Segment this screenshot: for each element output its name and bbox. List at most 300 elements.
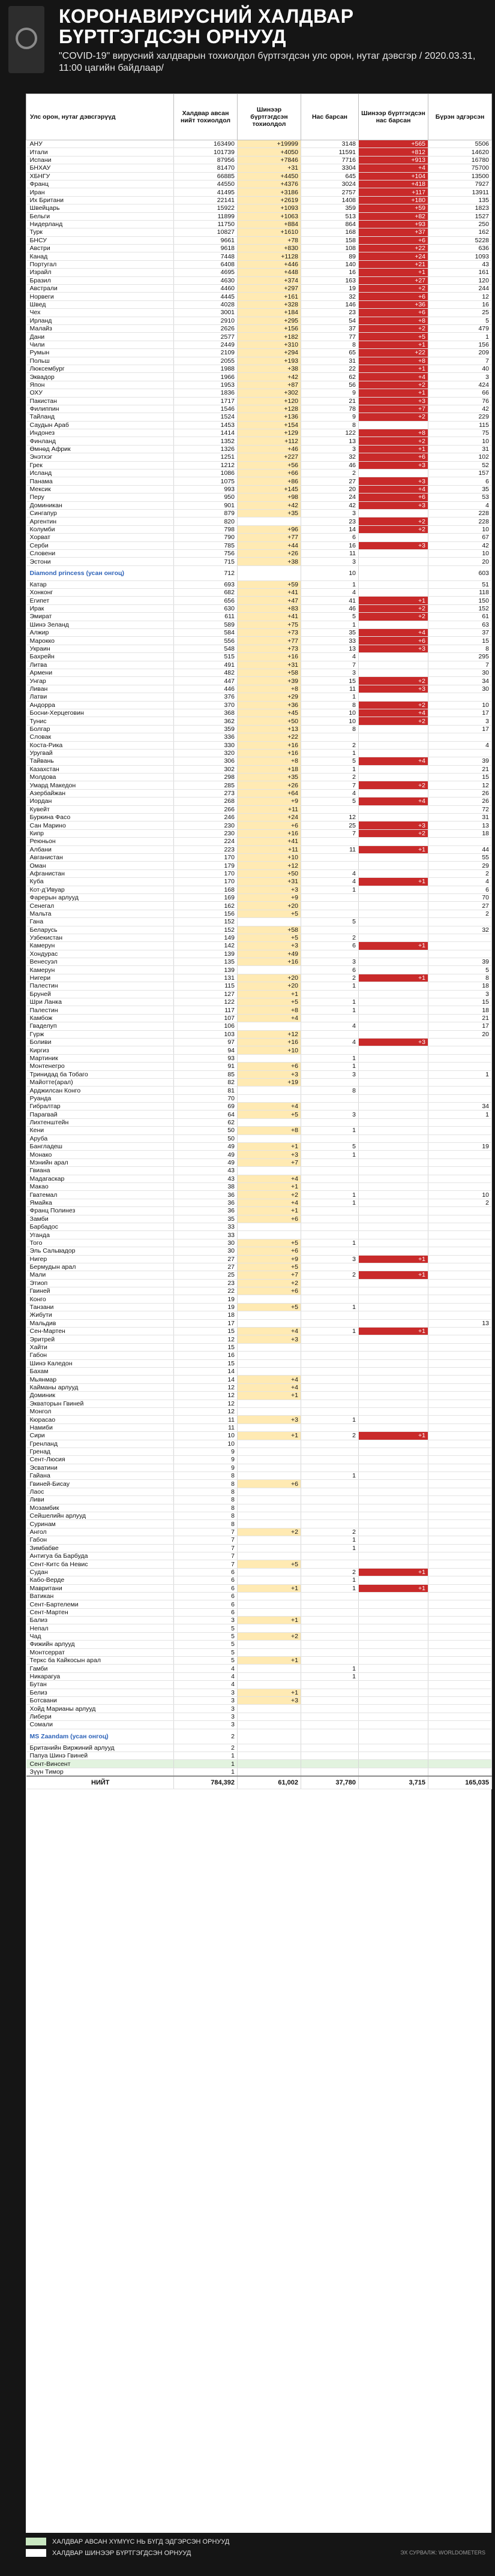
cell-country: Макао <box>26 1183 174 1191</box>
cell-new-cases <box>238 517 301 525</box>
cell-recovered: 2 <box>428 1199 492 1206</box>
cell-new-deaths <box>359 1697 428 1705</box>
cell-recovered <box>428 1760 492 1768</box>
cell-recovered: 8 <box>428 974 492 982</box>
cell-new-cases: +49 <box>238 950 301 958</box>
cell-deaths: 13 <box>301 645 359 652</box>
table-row <box>26 180 492 188</box>
cell-total: 306 <box>174 757 238 765</box>
cell-new-deaths: +1 <box>359 942 428 950</box>
cell-country: Перу <box>26 493 174 501</box>
cell-deaths: 19 <box>301 285 359 293</box>
cell-recovered: 1093 <box>428 252 492 260</box>
cell-country: Палестин <box>26 982 174 990</box>
cell-new-deaths: +7 <box>359 405 428 413</box>
cell-recovered: 39 <box>428 757 492 765</box>
cell-country: Уругвай <box>26 749 174 757</box>
table-row <box>26 781 492 789</box>
cell-recovered: 3 <box>428 373 492 381</box>
cell-new-deaths <box>359 1480 428 1488</box>
cell-country: Дани <box>26 333 174 341</box>
cell-new-cases: +6 <box>238 1215 301 1223</box>
cell-country: Сент-Бартелеми <box>26 1600 174 1608</box>
table-row <box>26 317 492 324</box>
cell-new-cases: +294 <box>238 349 301 357</box>
cell-total: 302 <box>174 765 238 773</box>
cell-country: Беларусь <box>26 926 174 934</box>
cell-country: Танзани <box>26 1303 174 1311</box>
cell-new-deaths <box>359 774 428 781</box>
cell-country: Ливи <box>26 1496 174 1504</box>
cell-new-cases <box>238 1367 301 1375</box>
cell-recovered <box>428 1247 492 1255</box>
cell-total: 11750 <box>174 220 238 228</box>
cell-country: Шинэ Зеланд <box>26 621 174 628</box>
cell-recovered: 135 <box>428 196 492 204</box>
cell-country: Кувейт <box>26 805 174 813</box>
cell-recovered <box>428 1624 492 1632</box>
cell-country: Антигуа ба Барбуда <box>26 1552 174 1560</box>
cell-country: Хондурас <box>26 950 174 958</box>
cell-deaths: 2 <box>301 1432 359 1440</box>
cell-new-cases: +1 <box>238 1183 301 1191</box>
cell-deaths <box>301 1713 359 1720</box>
cell-country: Чех <box>26 309 174 317</box>
cell-new-deaths <box>359 910 428 917</box>
cell-new-cases: +58 <box>238 669 301 677</box>
cell-recovered: 5228 <box>428 236 492 244</box>
table-row <box>26 1665 492 1672</box>
cell-deaths: 4 <box>301 878 359 886</box>
cell-recovered <box>428 918 492 926</box>
cell-recovered: 12 <box>428 781 492 789</box>
cell-country: Сан Марино <box>26 821 174 829</box>
cell-new-cases: +45 <box>238 709 301 717</box>
cell-new-cases: +6 <box>238 1480 301 1488</box>
cell-recovered: 1 <box>428 1111 492 1118</box>
cell-country: Австрали <box>26 285 174 293</box>
cell-deaths <box>301 1480 359 1488</box>
cell-new-cases: +156 <box>238 324 301 332</box>
cell-recovered: 162 <box>428 228 492 236</box>
cell-total: 2910 <box>174 317 238 324</box>
table-row <box>26 1496 492 1504</box>
table-row <box>26 934 492 941</box>
table-row <box>26 733 492 741</box>
table-row <box>26 245 492 252</box>
cell-new-cases: +29 <box>238 693 301 701</box>
cell-new-deaths: +3 <box>359 501 428 509</box>
cell-new-cases: +16 <box>238 829 301 837</box>
cell-recovered: 15 <box>428 998 492 1006</box>
table-row <box>26 333 492 341</box>
cell-new-cases: +7 <box>238 1158 301 1166</box>
cell-new-deaths <box>359 470 428 477</box>
cell-new-deaths <box>359 1118 428 1126</box>
cell-total: 170 <box>174 869 238 877</box>
cell-new-cases: +374 <box>238 276 301 284</box>
cell-country: Ливан <box>26 685 174 693</box>
cell-deaths <box>301 1392 359 1400</box>
cell-country: Колумби <box>26 525 174 533</box>
table-row <box>26 228 492 236</box>
cell-deaths <box>301 1359 359 1367</box>
cell-deaths <box>301 1752 359 1759</box>
table-row <box>26 645 492 652</box>
cell-deaths: 3 <box>301 445 359 453</box>
cell-new-cases: +6 <box>238 1063 301 1070</box>
table-row <box>26 1038 492 1046</box>
cell-total: 6 <box>174 1584 238 1592</box>
cell-deaths: 1 <box>301 1063 359 1070</box>
cell-country: Гренланд <box>26 1440 174 1448</box>
table-row <box>26 349 492 357</box>
cell-new-cases: +310 <box>238 341 301 348</box>
cell-country: Афганистан <box>26 869 174 877</box>
cell-new-cases: +26 <box>238 549 301 557</box>
cell-deaths: 1 <box>301 1544 359 1552</box>
cell-deaths: 864 <box>301 220 359 228</box>
table-row <box>26 1127 492 1134</box>
cell-new-cases: +4 <box>238 1199 301 1206</box>
cell-total: 70 <box>174 1094 238 1102</box>
cell-deaths <box>301 1183 359 1191</box>
table-row <box>26 1207 492 1215</box>
cell-recovered <box>428 942 492 950</box>
cell-recovered <box>428 1657 492 1665</box>
cell-new-deaths <box>359 902 428 910</box>
table-row <box>26 252 492 260</box>
cell-total: 548 <box>174 645 238 652</box>
cell-total: 1 <box>174 1752 238 1759</box>
cell-country: Алжир <box>26 629 174 637</box>
cell-country: Британийн Виржиний арлууд <box>26 1744 174 1752</box>
cell-deaths: 46 <box>301 461 359 469</box>
cell-deaths: 78 <box>301 405 359 413</box>
cell-new-cases <box>238 1512 301 1520</box>
cell-new-deaths: +1 <box>359 269 428 276</box>
cell-new-cases: +5 <box>238 910 301 917</box>
cell-new-deaths <box>359 1520 428 1528</box>
cell-total: 36 <box>174 1207 238 1215</box>
cell-deaths <box>301 1608 359 1616</box>
cell-new-cases: +154 <box>238 421 301 429</box>
cell-total: 3001 <box>174 309 238 317</box>
cell-deaths: 1 <box>301 693 359 701</box>
cell-deaths <box>301 1689 359 1696</box>
cell-recovered: 603 <box>428 565 492 580</box>
cell-new-deaths <box>359 1600 428 1608</box>
cell-total: 2577 <box>174 333 238 341</box>
cell-total: 298 <box>174 774 238 781</box>
cell-new-cases: +10 <box>238 1046 301 1054</box>
table-row <box>26 1167 492 1175</box>
cell-new-cases <box>238 1118 301 1126</box>
cell-country: Исланд <box>26 470 174 477</box>
cell-deaths <box>301 1705 359 1713</box>
cell-new-deaths <box>359 1528 428 1536</box>
cell-deaths: 5 <box>301 613 359 621</box>
cell-deaths: 1 <box>301 1054 359 1062</box>
table-row <box>26 774 492 781</box>
cell-new-cases <box>238 1544 301 1552</box>
cell-deaths: 7 <box>301 829 359 837</box>
cell-new-deaths <box>359 918 428 926</box>
cell-total: 8 <box>174 1488 238 1495</box>
cell-recovered: 1527 <box>428 212 492 220</box>
cell-recovered <box>428 1087 492 1094</box>
cell-new-deaths <box>359 1231 428 1239</box>
cell-new-deaths <box>359 1416 428 1424</box>
cell-deaths <box>301 1134 359 1142</box>
table-row <box>26 1407 492 1415</box>
cell-deaths: 3 <box>301 1111 359 1118</box>
cell-total: 756 <box>174 549 238 557</box>
cell-country: Молдова <box>26 774 174 781</box>
cell-new-deaths <box>359 1046 428 1054</box>
cell-total: 66885 <box>174 172 238 180</box>
cell-recovered: 66 <box>428 389 492 397</box>
cell-recovered <box>428 1641 492 1648</box>
cell-deaths: 1 <box>301 1199 359 1206</box>
cell-recovered <box>428 1504 492 1512</box>
cell-country: Шинэ Каледон <box>26 1359 174 1367</box>
table-row <box>26 1215 492 1223</box>
table-row <box>26 1632 492 1640</box>
table-row <box>26 1752 492 1759</box>
table-row <box>26 604 492 612</box>
cell-deaths <box>301 1456 359 1464</box>
table-row <box>26 1544 492 1552</box>
cell-deaths: 7 <box>301 661 359 669</box>
source-note: ЭХ СУРВАЛЖ: WORLDOMETERS <box>400 2550 485 2556</box>
cell-total: 715 <box>174 558 238 565</box>
cell-new-deaths: +8 <box>359 317 428 324</box>
cell-total: 4460 <box>174 285 238 293</box>
table-row <box>26 470 492 477</box>
cell-deaths: 8 <box>301 725 359 733</box>
cell-deaths <box>301 1167 359 1175</box>
cell-country: Бализ <box>26 1617 174 1624</box>
cell-deaths: 8 <box>301 701 359 709</box>
cell-total: 4 <box>174 1681 238 1689</box>
cell-total: 15 <box>174 1343 238 1351</box>
table-row <box>26 509 492 517</box>
cell-country: Габон <box>26 1352 174 1359</box>
table-row <box>26 765 492 773</box>
cell-country: Болгар <box>26 725 174 733</box>
cell-new-deaths <box>359 1713 428 1720</box>
cell-recovered <box>428 1456 492 1464</box>
cell-deaths: 1 <box>301 1127 359 1134</box>
cell-deaths: 1 <box>301 1584 359 1592</box>
cell-country: Эль Сальвадор <box>26 1247 174 1255</box>
cell-new-cases: +2619 <box>238 196 301 204</box>
cell-country: Венесуэл <box>26 958 174 966</box>
cell-recovered <box>428 1046 492 1054</box>
table-row <box>26 285 492 293</box>
cell-country: Ботсвани <box>26 1697 174 1705</box>
cell-recovered: 51 <box>428 580 492 588</box>
cell-country: Хорват <box>26 534 174 541</box>
table-row <box>26 365 492 372</box>
cell-total: 14 <box>174 1376 238 1383</box>
cell-country: Руанда <box>26 1094 174 1102</box>
cell-total: 12 <box>174 1400 238 1407</box>
table-row <box>26 1472 492 1480</box>
cell-new-cases: +9 <box>238 798 301 805</box>
cell-recovered <box>428 1151 492 1158</box>
cell-recovered <box>428 1520 492 1528</box>
cell-deaths: 4 <box>301 1022 359 1030</box>
cell-new-cases: +20 <box>238 974 301 982</box>
table-row <box>26 862 492 869</box>
cell-new-deaths <box>359 1504 428 1512</box>
cell-new-cases: +7 <box>238 1271 301 1279</box>
cell-new-cases: +1093 <box>238 204 301 212</box>
table-row <box>26 910 492 917</box>
cell-new-deaths <box>359 1681 428 1689</box>
cell-recovered <box>428 1488 492 1495</box>
cell-country: Камбож <box>26 1014 174 1022</box>
cell-new-deaths <box>359 1752 428 1759</box>
cell-country: Филиппин <box>26 405 174 413</box>
table-row <box>26 405 492 413</box>
cell-deaths <box>301 1560 359 1568</box>
cell-deaths: 16 <box>301 541 359 549</box>
cell-new-cases: +884 <box>238 220 301 228</box>
legend-label-recovered: ХАЛДВАР АВСАН ХҮМҮҮС НЬ БҮГД ЭДГЭРСЭН ОРНУУД <box>52 2538 230 2545</box>
cell-deaths <box>301 733 359 741</box>
table-row <box>26 589 492 597</box>
cell-recovered: 244 <box>428 285 492 293</box>
cell-total: 4 <box>174 1672 238 1680</box>
cell-total: 4695 <box>174 269 238 276</box>
cell-new-deaths: +2 <box>359 525 428 533</box>
cell-new-deaths: +418 <box>359 180 428 188</box>
cell-recovered: 26 <box>428 798 492 805</box>
cell-total: 7448 <box>174 252 238 260</box>
table-row <box>26 845 492 853</box>
cell-new-cases: +7846 <box>238 156 301 164</box>
cell-new-deaths: +2 <box>359 613 428 621</box>
cell-new-cases: +5 <box>238 998 301 1006</box>
cell-new-cases: +830 <box>238 245 301 252</box>
cell-total: 168 <box>174 886 238 893</box>
cell-new-deaths <box>359 1111 428 1118</box>
cell-country: Франц Полинез <box>26 1207 174 1215</box>
cell-new-deaths <box>359 621 428 628</box>
cell-country: Мэнийн арал <box>26 1158 174 1166</box>
cell-new-cases <box>238 1167 301 1175</box>
table-row <box>26 918 492 926</box>
cell-recovered <box>428 1295 492 1303</box>
cell-new-deaths <box>359 934 428 941</box>
cell-deaths: 1 <box>301 1472 359 1480</box>
cell-recovered: 16780 <box>428 156 492 164</box>
cell-country: Грек <box>26 461 174 469</box>
cell-recovered: 61 <box>428 613 492 621</box>
cell-new-deaths <box>359 1496 428 1504</box>
cell-recovered: 75700 <box>428 164 492 172</box>
cell-new-cases: +20 <box>238 982 301 990</box>
cell-deaths: 108 <box>301 245 359 252</box>
cell-new-deaths <box>359 765 428 773</box>
table-row <box>26 1063 492 1070</box>
cell-country: Того <box>26 1239 174 1247</box>
cell-new-deaths: +117 <box>359 188 428 196</box>
cell-new-deaths <box>359 558 428 565</box>
cell-country: Ирланд <box>26 317 174 324</box>
cell-total: 1966 <box>174 373 238 381</box>
cell-recovered: 13 <box>428 821 492 829</box>
cell-total: 11 <box>174 1416 238 1424</box>
total-new-cases: 61,002 <box>238 1776 301 1789</box>
cell-new-cases: +8 <box>238 685 301 693</box>
cell-total: 156 <box>174 910 238 917</box>
cell-new-deaths <box>359 1063 428 1070</box>
cell-country: Мавритани <box>26 1584 174 1592</box>
cell-deaths <box>301 1424 359 1431</box>
cell-deaths <box>301 1046 359 1054</box>
cell-total: 81 <box>174 1087 238 1094</box>
cell-new-cases <box>238 1223 301 1230</box>
cell-deaths: 2 <box>301 774 359 781</box>
cell-total: 82 <box>174 1078 238 1086</box>
cell-country: Diamond princess (усан онгоц) <box>26 565 174 580</box>
table-row <box>26 725 492 733</box>
cell-new-cases <box>238 1464 301 1471</box>
cell-deaths: 2 <box>301 470 359 477</box>
cell-total: 10 <box>174 1440 238 1448</box>
cell-recovered: 120 <box>428 276 492 284</box>
cell-recovered <box>428 1689 492 1696</box>
cell-new-cases: +73 <box>238 645 301 652</box>
cell-recovered <box>428 1721 492 1729</box>
table-row <box>26 814 492 821</box>
cell-new-deaths: +2 <box>359 717 428 725</box>
table-row <box>26 741 492 749</box>
cell-deaths: 1 <box>301 1239 359 1247</box>
cell-new-deaths: +21 <box>359 260 428 268</box>
cell-country: Армени <box>26 669 174 677</box>
cell-total: 6 <box>174 1600 238 1608</box>
cell-country: Боливи <box>26 1038 174 1046</box>
cell-new-deaths <box>359 838 428 845</box>
cell-total: 16 <box>174 1352 238 1359</box>
cell-new-deaths <box>359 1175 428 1182</box>
cell-new-deaths <box>359 1319 428 1327</box>
cell-total: 6408 <box>174 260 238 268</box>
cell-new-cases <box>238 1624 301 1632</box>
cell-country: Малайз <box>26 324 174 332</box>
cell-recovered: 14620 <box>428 148 492 156</box>
cell-country: Польш <box>26 357 174 365</box>
cell-total: 101739 <box>174 148 238 156</box>
cell-country: Монтенегро <box>26 1063 174 1070</box>
cell-new-deaths <box>359 549 428 557</box>
cell-country: Чили <box>26 341 174 348</box>
cell-recovered: 70 <box>428 893 492 901</box>
cell-country: Гана <box>26 918 174 926</box>
table-row <box>26 1094 492 1102</box>
cell-new-deaths <box>359 1343 428 1351</box>
cell-new-deaths <box>359 1641 428 1648</box>
cell-recovered: 17 <box>428 709 492 717</box>
cell-new-cases <box>238 1472 301 1480</box>
cell-country: Швед <box>26 300 174 308</box>
cell-country: Пакистан <box>26 397 174 405</box>
